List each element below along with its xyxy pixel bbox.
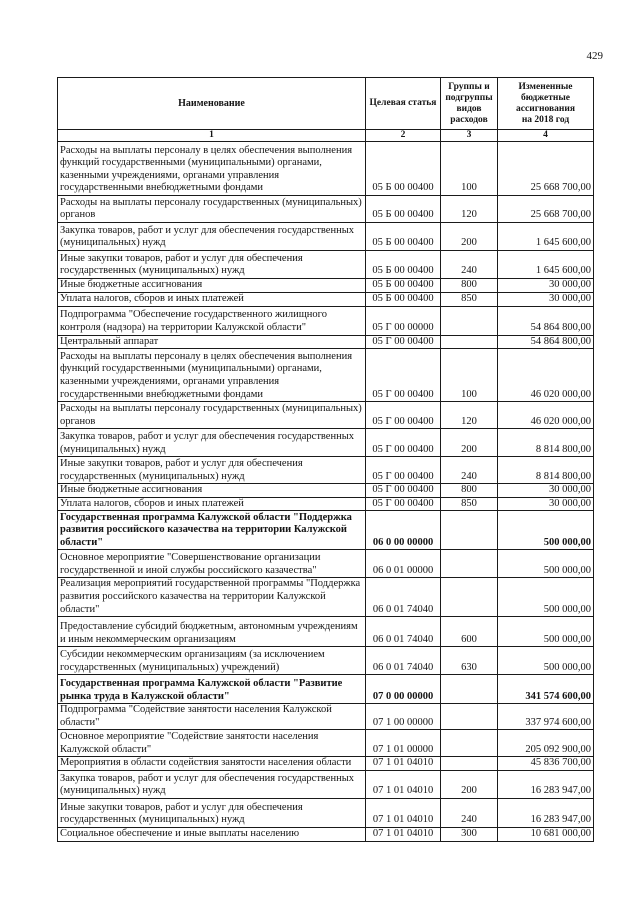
table-row <box>58 757 594 771</box>
row-name-cell: Иные закупки товаров, работ и услуг для обеспечения государственных (муниципальных) нужд <box>58 251 366 279</box>
row-target-article-cell: 06 0 01 74040 <box>366 578 441 617</box>
row-expense-group-cell <box>441 730 498 757</box>
row-expense-group-cell: 300 <box>441 827 498 841</box>
row-name-cell: Закупка товаров, работ и услуг для обеспечения государственных (муниципальных) нужд <box>58 429 366 457</box>
row-target-article-cell: 05 Б 00 00400 <box>366 196 441 223</box>
row-target-article-cell: 05 Г 00 00400 <box>366 429 441 457</box>
row-amount-cell: 30 000,00 <box>498 279 594 293</box>
budget-table <box>57 77 594 842</box>
table-row <box>58 457 594 484</box>
row-name-cell: Расходы на выплаты персоналу государственных (муниципальных) органов <box>58 196 366 223</box>
row-target-article-cell: 05 Б 00 00400 <box>366 251 441 279</box>
row-expense-group-cell: 240 <box>441 798 498 827</box>
row-expense-group-cell <box>441 550 498 578</box>
page-number: 429 <box>586 50 603 62</box>
row-name-cell: Иные закупки товаров, работ и услуг для обеспечения государственных (муниципальных) нужд <box>58 457 366 484</box>
row-name-cell: Предоставление субсидий бюджетным, автономным учреждениям и иным некоммерческим организациям <box>58 617 366 647</box>
row-target-article-cell: 07 1 01 04010 <box>366 770 441 798</box>
row-expense-group-cell <box>441 306 498 335</box>
row-amount-cell: 54 864 800,00 <box>498 306 594 335</box>
column-header-allocation: Измененные бюджетные ассигнования на 2018 год <box>498 78 594 130</box>
table-row-program <box>58 675 594 704</box>
row-expense-group-cell <box>441 511 498 550</box>
row-target-article-cell: 05 Г 00 00400 <box>366 349 441 402</box>
row-expense-group-cell: 120 <box>441 196 498 223</box>
table-row <box>58 770 594 798</box>
row-target-article-cell: 07 0 00 00000 <box>366 675 441 704</box>
row-target-article-cell: 05 Г 00 00400 <box>366 484 441 498</box>
row-target-article-cell: 05 Г 00 00400 <box>366 497 441 511</box>
row-amount-cell: 25 668 700,00 <box>498 196 594 223</box>
row-amount-cell: 341 574 600,00 <box>498 675 594 704</box>
row-amount-cell: 500 000,00 <box>498 647 594 675</box>
row-target-article-cell: 07 1 01 04010 <box>366 757 441 771</box>
row-expense-group-cell <box>441 757 498 771</box>
table-row <box>58 402 594 429</box>
row-name-cell: Подпрограмма "Обеспечение государственного жилищного контроля (надзора) на территории Калужской области" <box>58 306 366 335</box>
table-row <box>58 578 594 617</box>
row-name-cell: Субсидии некоммерческим организациям (за исключением государственных (муниципальных) учреждений) <box>58 647 366 675</box>
row-expense-group-cell: 200 <box>441 429 498 457</box>
table-row <box>58 550 594 578</box>
column-number-4: 4 <box>498 130 594 142</box>
row-amount-cell: 10 681 000,00 <box>498 827 594 841</box>
table-row <box>58 647 594 675</box>
row-target-article-cell: 05 Б 00 00400 <box>366 223 441 251</box>
row-expense-group-cell: 100 <box>441 349 498 402</box>
row-name-cell: Закупка товаров, работ и услуг для обеспечения государственных (муниципальных) нужд <box>58 770 366 798</box>
row-name-cell: Расходы на выплаты персоналу в целях обеспечения выполнения функций государственными (муниципальными) органами, казенными учреждениями, органами управления государственными внебюджетными фондами <box>58 142 366 196</box>
row-name-cell: Основное мероприятие "Содействие занятости населения Калужской области" <box>58 730 366 757</box>
row-amount-cell: 46 020 000,00 <box>498 402 594 429</box>
table-row <box>58 251 594 279</box>
row-target-article-cell: 05 Б 00 00400 <box>366 292 441 306</box>
row-expense-group-cell: 850 <box>441 292 498 306</box>
table-row-program <box>58 511 594 550</box>
row-name-cell: Центральный аппарат <box>58 335 366 349</box>
column-number-2: 2 <box>366 130 441 142</box>
row-name-cell: Иные закупки товаров, работ и услуг для обеспечения государственных (муниципальных) нужд <box>58 798 366 827</box>
row-amount-cell: 30 000,00 <box>498 497 594 511</box>
row-name-cell: Основное мероприятие "Совершенствование организации государственной и иной службы российского казачества" <box>58 550 366 578</box>
row-expense-group-cell: 120 <box>441 402 498 429</box>
row-expense-group-cell: 800 <box>441 279 498 293</box>
row-name-cell: Расходы на выплаты персоналу в целях обеспечения выполнения функций государственными (муниципальными) органами, казенными учреждениями, органами управления государственными внебюджетными фондами <box>58 349 366 402</box>
table-row <box>58 827 594 841</box>
row-amount-cell: 16 283 947,00 <box>498 798 594 827</box>
row-name-cell: Закупка товаров, работ и услуг для обеспечения государственных (муниципальных) нужд <box>58 223 366 251</box>
row-amount-cell: 8 814 800,00 <box>498 457 594 484</box>
table-row <box>58 196 594 223</box>
row-amount-cell: 500 000,00 <box>498 550 594 578</box>
row-expense-group-cell <box>441 675 498 704</box>
table-row <box>58 142 594 196</box>
row-target-article-cell: 06 0 01 74040 <box>366 647 441 675</box>
row-name-cell: Государственная программа Калужской области "Поддержка развития российского казачества на территории Калужской области" <box>58 511 366 550</box>
row-target-article-cell: 07 1 01 04010 <box>366 798 441 827</box>
row-name-cell: Мероприятия в области содействия занятости населения области <box>58 757 366 771</box>
row-expense-group-cell: 240 <box>441 251 498 279</box>
row-amount-cell: 1 645 600,00 <box>498 251 594 279</box>
column-number-3: 3 <box>441 130 498 142</box>
row-amount-cell: 500 000,00 <box>498 511 594 550</box>
table-row <box>58 223 594 251</box>
row-target-article-cell: 07 1 00 00000 <box>366 704 441 730</box>
table-row <box>58 484 594 498</box>
table-row <box>58 349 594 402</box>
row-expense-group-cell <box>441 704 498 730</box>
table-row <box>58 798 594 827</box>
row-amount-cell: 54 864 800,00 <box>498 335 594 349</box>
row-expense-group-cell: 240 <box>441 457 498 484</box>
table-row <box>58 335 594 349</box>
row-amount-cell: 8 814 800,00 <box>498 429 594 457</box>
row-amount-cell: 205 092 900,00 <box>498 730 594 757</box>
row-name-cell: Реализация мероприятий государственной программы "Поддержка развития российского казачества на территории Калужской области" <box>58 578 366 617</box>
row-expense-group-cell <box>441 335 498 349</box>
row-expense-group-cell <box>441 578 498 617</box>
table-row <box>58 704 594 730</box>
table-row <box>58 306 594 335</box>
row-target-article-cell: 07 1 01 04010 <box>366 827 441 841</box>
row-target-article-cell: 07 1 01 00000 <box>366 730 441 757</box>
row-target-article-cell: 06 0 01 74040 <box>366 617 441 647</box>
row-amount-cell: 46 020 000,00 <box>498 349 594 402</box>
row-amount-cell: 1 645 600,00 <box>498 223 594 251</box>
table-row <box>58 292 594 306</box>
row-amount-cell: 337 974 600,00 <box>498 704 594 730</box>
row-amount-cell: 30 000,00 <box>498 484 594 498</box>
column-number-row <box>58 130 594 142</box>
row-name-cell: Подпрограмма "Содействие занятости населения Калужской области" <box>58 704 366 730</box>
row-amount-cell: 25 668 700,00 <box>498 142 594 196</box>
row-target-article-cell: 06 0 00 00000 <box>366 511 441 550</box>
table-row <box>58 279 594 293</box>
row-name-cell: Уплата налогов, сборов и иных платежей <box>58 292 366 306</box>
row-expense-group-cell: 800 <box>441 484 498 498</box>
table-row <box>58 497 594 511</box>
row-amount-cell: 45 836 700,00 <box>498 757 594 771</box>
row-name-cell: Расходы на выплаты персоналу государственных (муниципальных) органов <box>58 402 366 429</box>
row-amount-cell: 16 283 947,00 <box>498 770 594 798</box>
table-row <box>58 730 594 757</box>
table-header-row <box>58 78 594 130</box>
row-name-cell: Иные бюджетные ассигнования <box>58 279 366 293</box>
column-header-expense-group: Группы и подгруппы видов расходов <box>441 78 498 130</box>
row-expense-group-cell: 200 <box>441 223 498 251</box>
row-amount-cell: 500 000,00 <box>498 578 594 617</box>
column-number-1: 1 <box>58 130 366 142</box>
row-expense-group-cell: 850 <box>441 497 498 511</box>
row-expense-group-cell: 100 <box>441 142 498 196</box>
row-expense-group-cell: 630 <box>441 647 498 675</box>
row-name-cell: Иные бюджетные ассигнования <box>58 484 366 498</box>
row-target-article-cell: 05 Б 00 00400 <box>366 142 441 196</box>
row-expense-group-cell: 200 <box>441 770 498 798</box>
row-amount-cell: 30 000,00 <box>498 292 594 306</box>
column-header-target-article: Целевая статья <box>366 78 441 130</box>
row-target-article-cell: 05 Б 00 00400 <box>366 279 441 293</box>
row-name-cell: Государственная программа Калужской области "Развитие рынка труда в Калужской области" <box>58 675 366 704</box>
row-name-cell: Социальное обеспечение и иные выплаты населению <box>58 827 366 841</box>
row-target-article-cell: 05 Г 00 00400 <box>366 457 441 484</box>
row-expense-group-cell: 600 <box>441 617 498 647</box>
row-amount-cell: 500 000,00 <box>498 617 594 647</box>
row-target-article-cell: 06 0 01 00000 <box>366 550 441 578</box>
column-header-name: Наименование <box>58 78 366 130</box>
row-target-article-cell: 05 Г 00 00400 <box>366 402 441 429</box>
row-name-cell: Уплата налогов, сборов и иных платежей <box>58 497 366 511</box>
table-row <box>58 617 594 647</box>
table-row <box>58 429 594 457</box>
row-target-article-cell: 05 Г 00 00400 <box>366 335 441 349</box>
row-target-article-cell: 05 Г 00 00000 <box>366 306 441 335</box>
